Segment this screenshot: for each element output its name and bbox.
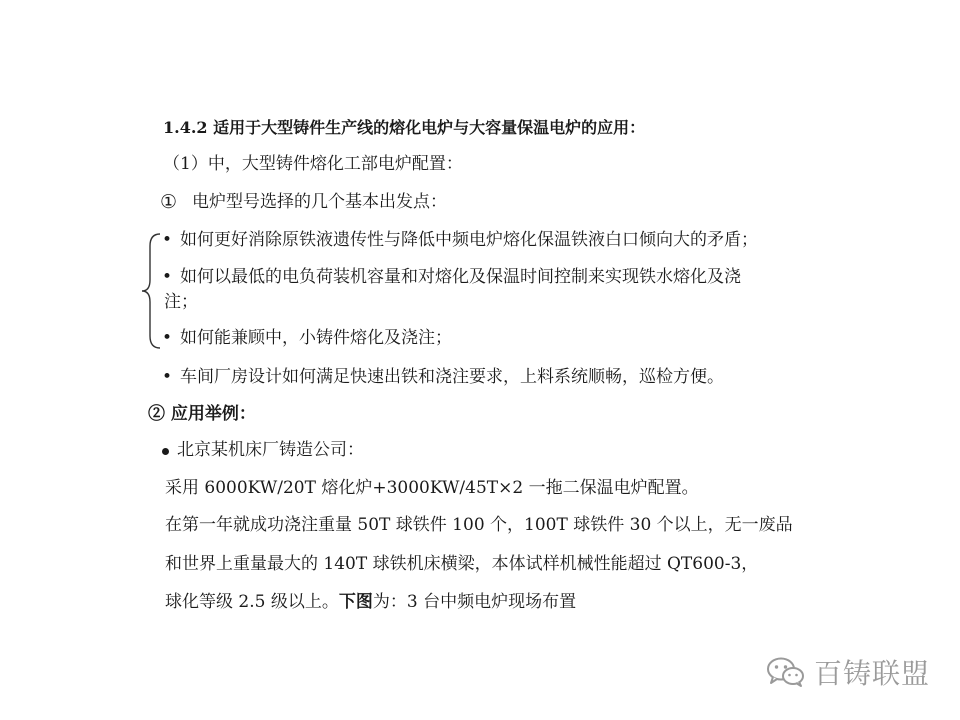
- circled-number-1: ①: [160, 191, 178, 213]
- list-item-text: 如何更好消除原铁液遗传性与降低中频电炉熔化保温铁液白口倾向大的矛盾；: [180, 230, 758, 250]
- body-line-3: 和世界上重量最大的 140T 球铁机床横梁，本体试样机械性能超过 QT600-3，: [165, 554, 759, 574]
- bullet-marker: •: [162, 267, 173, 287]
- list-item-text: 车间厂房设计如何满足快速出铁和浇注要求，上料系统顺畅，巡检方便。: [180, 367, 724, 387]
- watermark: [766, 652, 930, 692]
- numbered-item-1-text: 电炉型号选择的几个基本出发点：: [192, 192, 447, 212]
- list-item-text-continued: 注；: [164, 292, 198, 312]
- numbered-item-2: ② 应用举例：: [148, 404, 256, 424]
- watermark-text: 百铸联盟: [813, 657, 930, 690]
- body-line-1: 采用 6000KW/20T 熔化炉+3000KW/45T×2 一拖二保温电炉配置。: [165, 478, 699, 498]
- subsection-title: （1）中，大型铸件熔化工部电炉配置：: [163, 154, 463, 174]
- section-heading: 1.4.2 适用于大型铸件生产线的熔化电炉与大容量保温电炉的应用：: [163, 118, 646, 137]
- body-line-4-bold: 下图: [338, 592, 373, 612]
- bullet-dot: [162, 448, 169, 455]
- list-item-text: 如何以最低的电负荷装机容量和对熔化及保温时间控制来实现铁水熔化及浇: [180, 267, 741, 287]
- list-item-text: 如何能兼顾中，小铸件熔化及浇注；: [180, 328, 452, 348]
- bullet-marker: •: [162, 367, 173, 387]
- wechat-icon: [766, 656, 806, 688]
- curly-brace: [140, 232, 164, 350]
- bullet-marker: •: [162, 230, 173, 250]
- body-line-4: [165, 590, 576, 614]
- body-line-4-start: 球化等级 2.5 级以上。: [165, 592, 339, 612]
- body-line-2: 在第一年就成功浇注重量 50T 球铁件 100 个，100T 球铁件 30 个以上，无一废品: [165, 515, 793, 535]
- body-line-4-end: 为：3 台中频电炉现场布置: [372, 592, 577, 612]
- company-name: 北京某机床厂铸造公司：: [177, 440, 364, 460]
- bullet-marker: •: [162, 328, 173, 348]
